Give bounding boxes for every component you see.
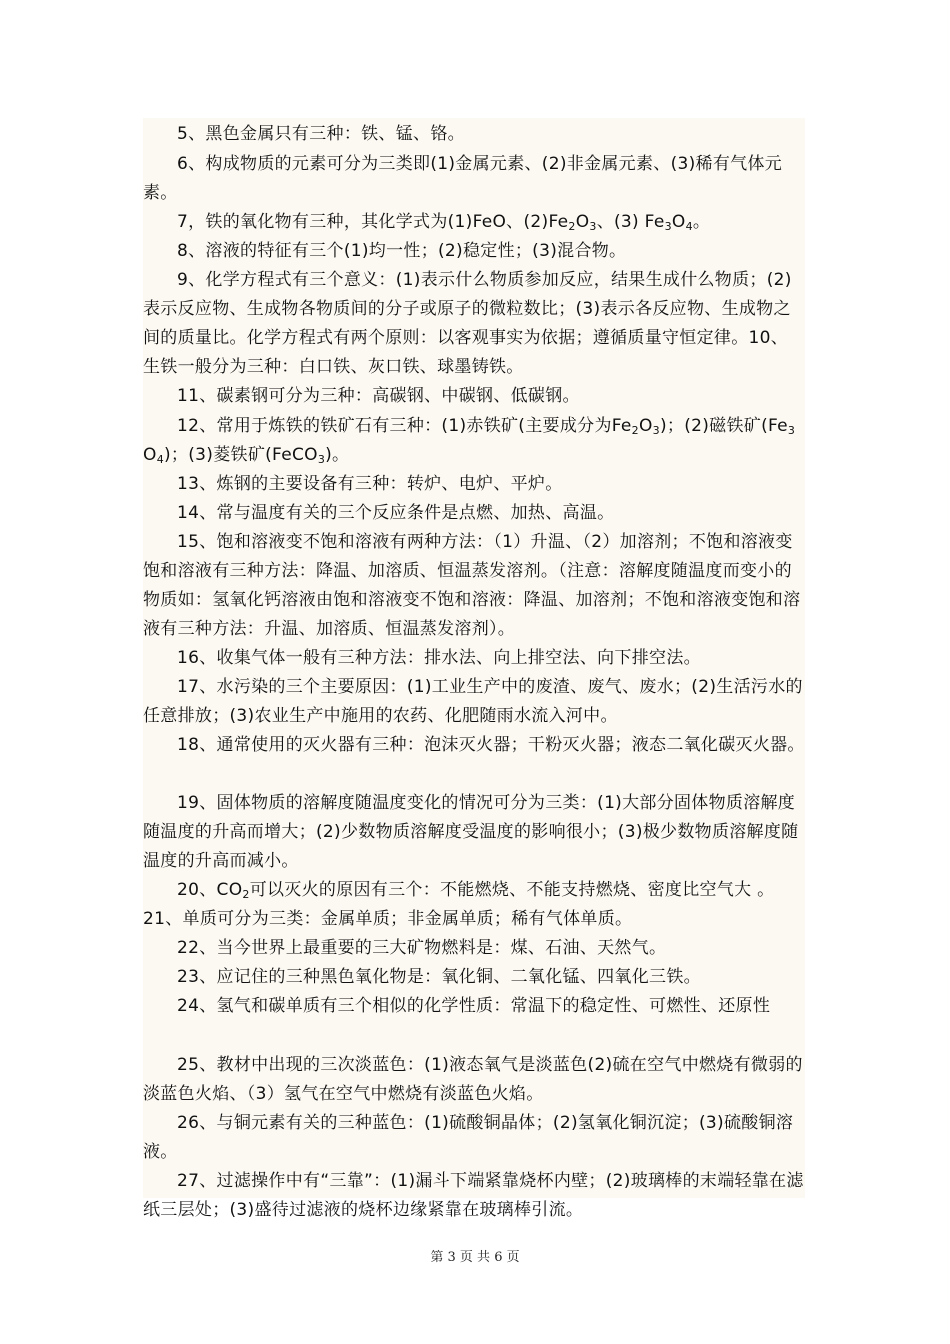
page-footer: 第 3 页 共 6 页 — [430, 1250, 520, 1265]
item-19: 19、固体物质的溶解度随温度变化的情况可分为三类：(1)大部分固体物质溶解度随温度的升高而增大；(2)少数物质溶解度受温度的影响很小；(3)极少数物质溶解度随温度的升高而减小。 — [143, 793, 799, 871]
item-15: 15、饱和溶液变不饱和溶液有两种方法：（1）升温、（2）加溶剂；不饱和溶液变饱和溶液有三种方法：降温、加溶质、恒温蒸发溶剂。（注意：溶解度随温度而变小的物质如：氢氧化钙溶液由饱和溶液变不饱和溶液：降温、加溶剂；不饱和溶液变饱和溶液有三种方法：升温、加溶质、恒温蒸发溶剂）。 — [143, 532, 801, 639]
item-27: 27、过滤操作中有“三靠”：(1)漏斗下端紧靠烧杯内壁；(2)玻璃棒的末端轻靠在滤纸三层处；(3)盛待过滤液的烧杯边缘紧靠在玻璃棒引流。 — [143, 1171, 804, 1220]
item-18: 18、通常使用的灭火器有三种：泡沫灭火器；干粉灭火器；液态二氧化碳灭火器。 — [177, 735, 805, 755]
item-7: 7，铁的氧化物有三种，其化学式为(1)FeO、$(2)Fe_2O_3$、(3) $Fe_3O_4$。 — [177, 212, 711, 233]
item-24: 24、氢气和碳单质有三个相似的化学性质：常温下的稳定性、可燃性、还原性 — [177, 996, 771, 1016]
item-6: 6、构成物质的元素可分为三类即(1)金属元素、(2)非金属元素、(3)稀有气体元素。 — [143, 154, 783, 203]
item-9-10: 9、化学方程式有三个意义：(1)表示什么物质参加反应，结果生成什么物质；(2)表示反应物、生成物各物质间的分子或原子的微粒数比；(3)表示各反应物、生成物之间的质量比。化学方程式有两个原则：以客观事实为依据；遵循质量守恒定律。10、生铁一般分为三种：白口铁、灰口铁、球墨铸铁。 — [143, 270, 792, 377]
item-12: 12、常用于炼铁的铁矿石有三种：(1)赤铁矿(主要成分为$Fe_2O_3$)；(2)磁铁矿$(Fe_3O_4)$；(3)菱铁矿(FeCO$_3$)。 — [143, 416, 796, 466]
item-5: 5、黑色金属只有三种：铁、锰、铬。 — [177, 124, 465, 144]
item-17: 17、水污染的三个主要原因：(1)工业生产中的废渣、废气、废水；(2)生活污水的任意排放；(3)农业生产中施用的农药、化肥随雨水流入河中。 — [143, 677, 803, 726]
item-23: 23、应记住的三种黑色氧化物是：氧化铜、二氧化锰、四氧化三铁。 — [177, 967, 701, 987]
item-11: 11、碳素钢可分为三种：高碳钢、中碳钢、低碳钢。 — [177, 386, 580, 406]
item-22: 22、当今世界上最重要的三大矿物燃料是：煤、石油、天然气。 — [177, 938, 667, 958]
text-block — [143, 118, 805, 1220]
item-21: 21、单质可分为三类：金属单质；非金属单质；稀有气体单质。 — [143, 909, 633, 929]
item-8: 8、溶液的特征有三个(1)均一性；(2)稳定性；(3)混合物。 — [177, 241, 627, 261]
item-25: 25、教材中出现的三次淡蓝色：(1)液态氧气是淡蓝色(2)硫在空气中燃烧有微弱的淡蓝色火焰、（3）氢气在空气中燃烧有淡蓝色火焰。 — [143, 1055, 803, 1104]
item-16: 16、收集气体一般有三种方法：排水法、向上排空法、向下排空法。 — [177, 648, 701, 668]
item-26: 26、与铜元素有关的三种蓝色：(1)硫酸铜晶体；(2)氢氧化铜沉淀；(3)硫酸铜溶液。 — [143, 1113, 794, 1162]
item-13: 13、炼钢的主要设备有三种：转炉、电炉、平炉。 — [177, 474, 563, 494]
item-14: 14、常与温度有关的三个反应条件是点燃、加热、高温。 — [177, 503, 615, 523]
item-20: 20、$CO_2$可以灭火的原因有三个：不能燃烧、不能支持燃烧、密度比空气大 。 — [177, 880, 775, 901]
